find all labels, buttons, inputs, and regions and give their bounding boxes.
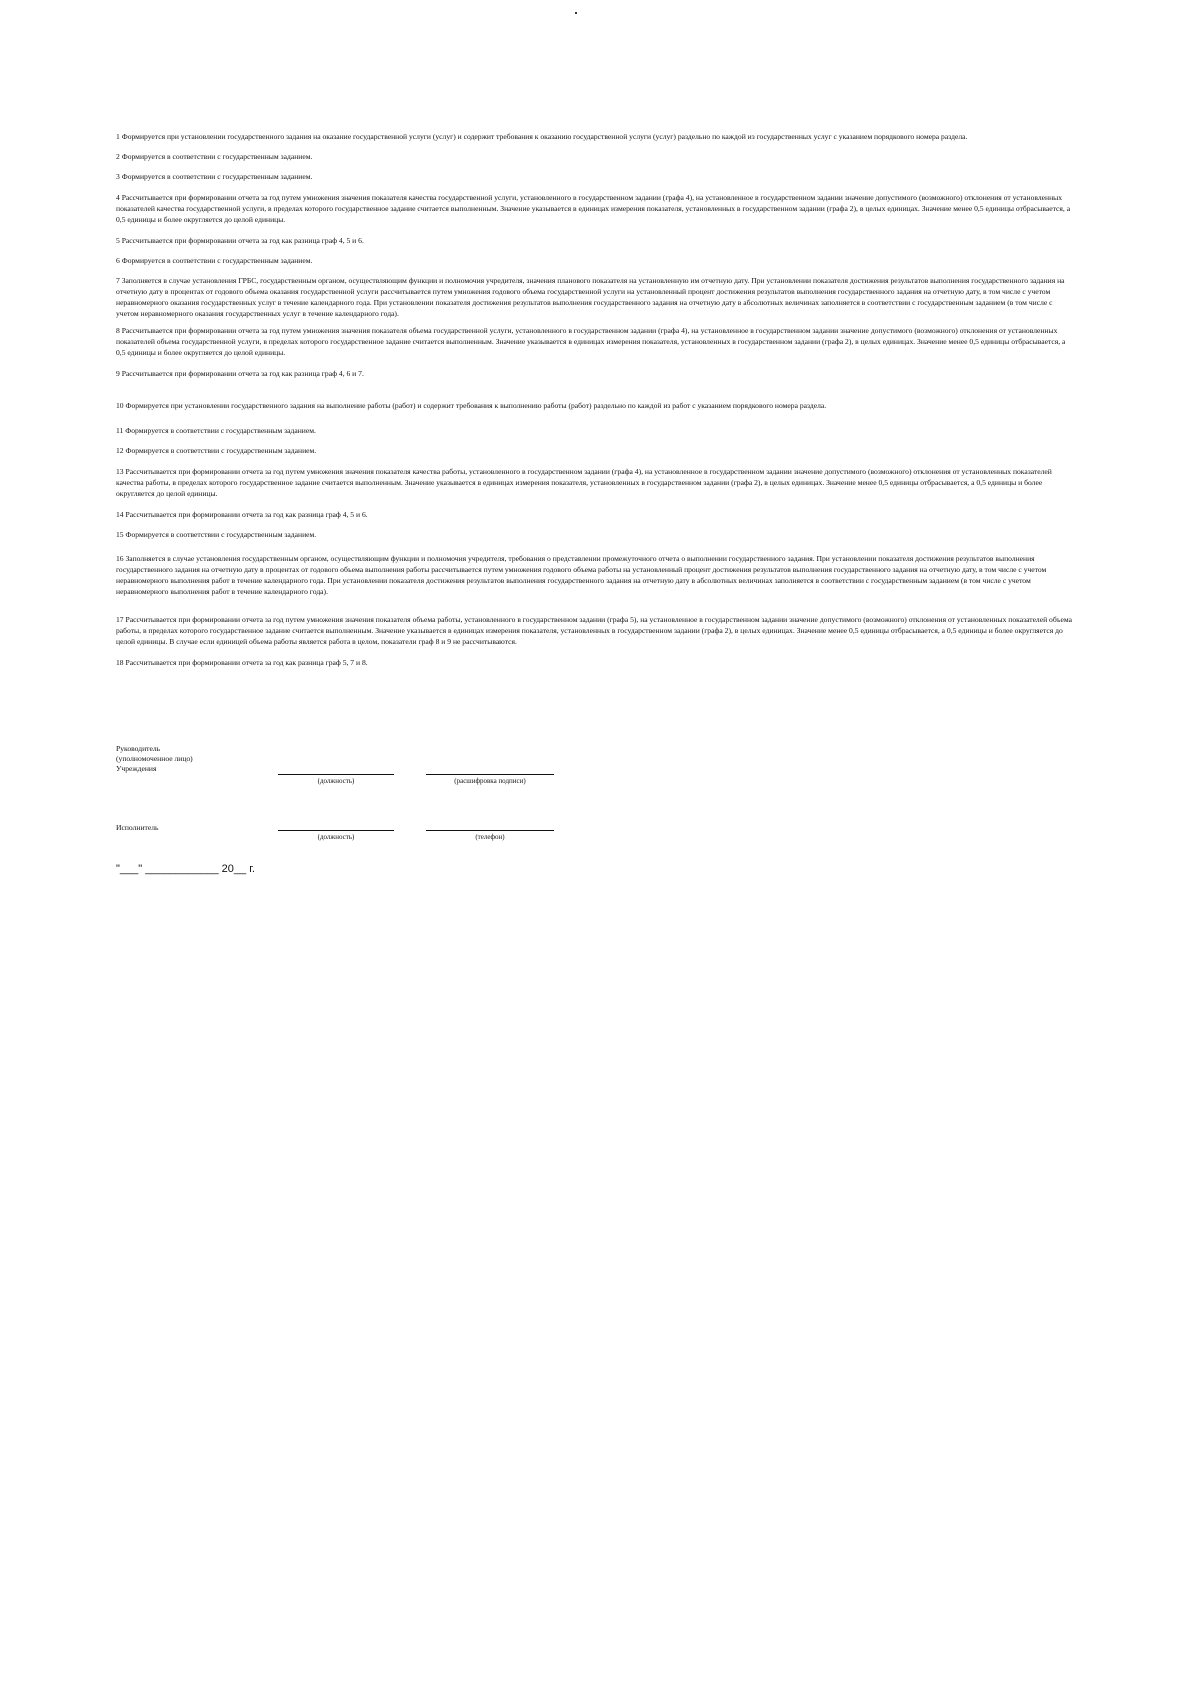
footnote-14: 14 Рассчитывается при формировании отчета за год как разница граф 4, 5 и 6. [116,510,368,519]
head-label [116,744,193,774]
executor-phone-field [426,830,554,842]
executor-label: Исполнитель [116,823,159,832]
date-line: "___" ____________ 20__ г. [116,863,255,875]
head-position-field [278,774,394,786]
footnote-3: 3 Формируется в соответствии с государственным заданием. [116,172,313,181]
footnote-5: 5 Рассчитывается при формировании отчета за год как разница граф 4, 5 и 6. [116,236,364,245]
scan-dot [575,12,577,14]
footnote-8: 8 Рассчитывается при формировании отчета за год путем умножения значения показателя объема государственной услуги, установленного в государственном задании (графа 4), на установленное в государственном задании значение допустимого (возможного) отклонения от установленных показателей объема государственной услуги, в пределах которого государственное задание считается выполненным. Значение указывается в единицах измерения показателя, установленных в государственном задании (графа 2), в целых единицах. Значение менее 0,5 единицы отбрасывается, а 0,5 единицы и более округляется до целой единицы. [116,326,1066,357]
footnote-16: 16 Заполняется в случае установления государственным органом, осуществляющим функции и полномочия учредителя, требования о представлении промежуточного отчета о выполнении государственного задания. При установлении показателя достижения результатов выполнения государственного задания на отчетную дату в процентах от годового объема выполнения работы рассчитывается путем умножения годового объема работы на установленный процент достижения результатов выполнения государственного задания на отчетную дату, в том числе с учетом неравномерного выполнения работ в течение календарного года. При установлении показателя достижения результатов выполнения государственного задания на отчетную дату в абсолютных величинах заполняется в соответствии с государственным заданием (в том числе с учетом неравномерного выполнения работ в течение календарного года). [116,554,1047,596]
footnote-18: 18 Рассчитывается при формировании отчета за год как разница граф 5, 7 и 8. [116,658,368,667]
executor-position-caption: (должность) [317,833,355,841]
footnotes [116,131,1076,668]
footnote-1: 1 Формируется при установлении государственного задания на оказание государственной услуги (услуг) и содержит требования к оказанию государственной услуги (услуг) раздельно по каждой из государственных услуг с указанием порядкового номера раздела. [116,132,968,141]
footnote-10: 10 Формируется при установлении государственного задания на выполнение работы (работ) и содержит требования к выполнению работы (работ) раздельно по каждой из работ с указанием порядкового номера раздела. [116,401,827,410]
footnote-17: 17 Рассчитывается при формировании отчета за год путем умножения значения показателя объема работы, установленного в государственном задании (графа 5), на установленное в государственном задании значение допустимого (возможного) отклонения от установленных показателей объема работы, в пределах которого государственное задание считается выполненным. Значение указывается в единицах измерения показателя, установленных в государственном задании (графа 2), в целых единицах. Значение менее 0,5 единицы отбрасывается, а 0,5 единицы и более округляется до целой единицы. В случае если единицей объема работы является работа в целом, показатели граф 8 и 9 не рассчитываются. [116,615,1072,646]
footnote-6: 6 Формируется в соответствии с государственным заданием. [116,256,313,265]
footnote-2: 2 Формируется в соответствии с государственным заданием. [116,152,313,161]
footnote-9: 9 Рассчитывается при формировании отчета за год как разница граф 4, 6 и 7. [116,369,364,378]
footnote-12: 12 Формируется в соответствии с государственным заданием. [116,446,317,455]
footnote-13: 13 Рассчитывается при формировании отчета за год путем умножения значения показателя качества работы, установленного в государственном задании (графа 4), на установленное в государственном задании значение допустимого (возможного) отклонения от установленных показателей качества работы, в пределах которого государственное задание считается выполненным. Значение указывается в единицах измерения показателя, установленных в государственном задании (графа 2), в целых единицах. Значение менее 0,5 единицы отбрасывается, а 0,5 единицы и более округляется до целой единицы. [116,467,1052,498]
head-position-caption: (должность) [317,777,355,785]
head-label-line-3: Учреждения [116,764,157,773]
footnote-7: 7 Заполняется в случае установления ГРБС, государственным органом, осуществляющим функции и полномочия учредителя, значения планового показателя на установленную им отчетную дату. При установлении показателя достижения результатов выполнения государственного задания на отчетную дату в процентах от годового объема оказания государственной услуги рассчитывается путем умножения годового объема государственной услуги на установленный процент достижения результатов выполнения государственного задания на отчетную дату, в том числе с учетом неравномерного оказания государственных услуг в течение календарного года. При установлении показателя достижения результатов выполнения государственного задания на отчетную дату в абсолютных величинах заполняется в соответствии с государственным заданием (в том числе с учетом неравномерного оказания государственных услуг в течение календарного года). [116,276,1065,318]
footnote-11: 11 Формируется в соответствии с государственным заданием. [116,426,316,435]
executor-phone-caption: (телефон) [475,833,505,841]
head-signature-field [426,774,554,786]
head-signature-caption: (расшифровка подписи) [454,777,526,785]
footnote-15: 15 Формируется в соответствии с государственным заданием. [116,530,317,539]
footnote-4: 4 Рассчитывается при формировании отчета за год путем умножения значения показателя качества государственной услуги, установленного в государственном задании (графа 4), на установленное в государственном задании значение допустимого (возможного) отклонения от установленных показателей качества государственной услуги, в пределах которого государственное задание считается выполненным. Значение указывается в единицах измерения показателя, установленных в государственном задании (графа 2), в целых единицах. Значение менее 0,5 единицы отбрасывается, а 0,5 единицы и более округляется до целой единицы. [116,193,1071,224]
head-label-line-1: Руководитель [116,744,161,753]
head-label-line-2: (уполномоченное лицо) [116,754,193,763]
executor-position-field [278,830,394,842]
